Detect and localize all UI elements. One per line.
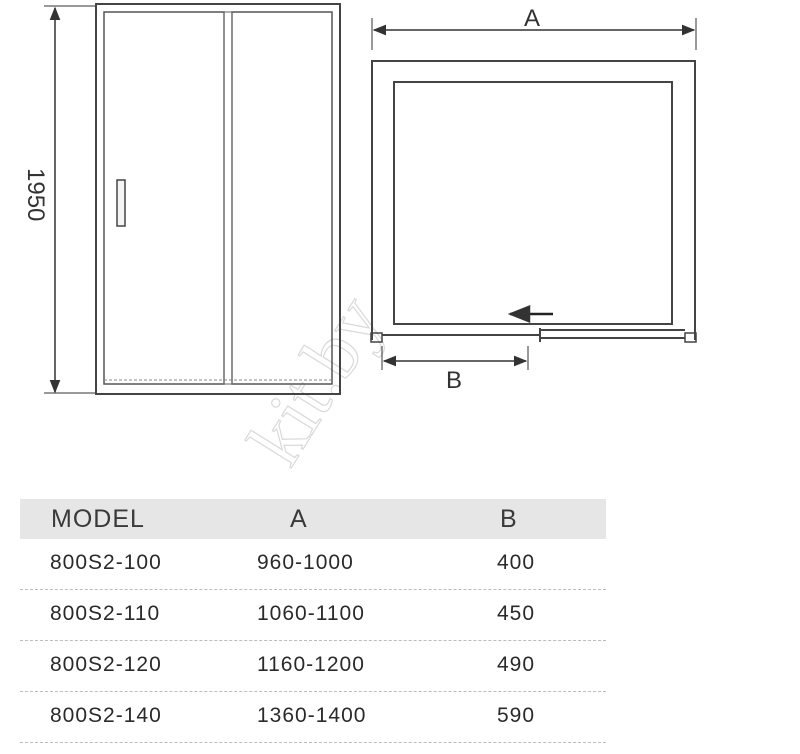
table-row xyxy=(20,641,606,692)
header-b: B xyxy=(500,505,518,533)
cell-b: 450 xyxy=(497,602,536,625)
cell-b: 490 xyxy=(497,653,536,676)
enclosure-outline xyxy=(372,61,695,340)
cell-a: 1160-1200 xyxy=(257,653,365,676)
door-handle xyxy=(117,180,125,226)
cell-a: 1060-1100 xyxy=(257,602,365,625)
plan-view xyxy=(371,5,696,394)
cell-model: 800S2-100 xyxy=(50,551,162,574)
cell-b: 400 xyxy=(497,551,536,574)
watermark-text: kit.by xyxy=(230,280,400,480)
table-row xyxy=(20,539,606,590)
table-header xyxy=(20,499,606,539)
table-row xyxy=(20,590,606,641)
opening-dimension-label: B xyxy=(446,367,463,394)
header-model: MODEL xyxy=(51,505,145,533)
cell-a: 1360-1400 xyxy=(257,704,367,727)
width-dimension-label: A xyxy=(524,5,541,32)
model-spec-table xyxy=(20,499,606,743)
shower-tray xyxy=(394,82,672,324)
cell-model: 800S2-110 xyxy=(50,602,161,625)
cell-a: 960-1000 xyxy=(257,551,354,574)
cell-model: 800S2-120 xyxy=(50,653,162,676)
cell-b: 590 xyxy=(497,704,536,727)
table-row xyxy=(20,692,606,743)
header-a: A xyxy=(290,505,308,533)
height-dimension-label: 1950 xyxy=(22,168,49,222)
cell-model: 800S2-140 xyxy=(50,704,162,727)
